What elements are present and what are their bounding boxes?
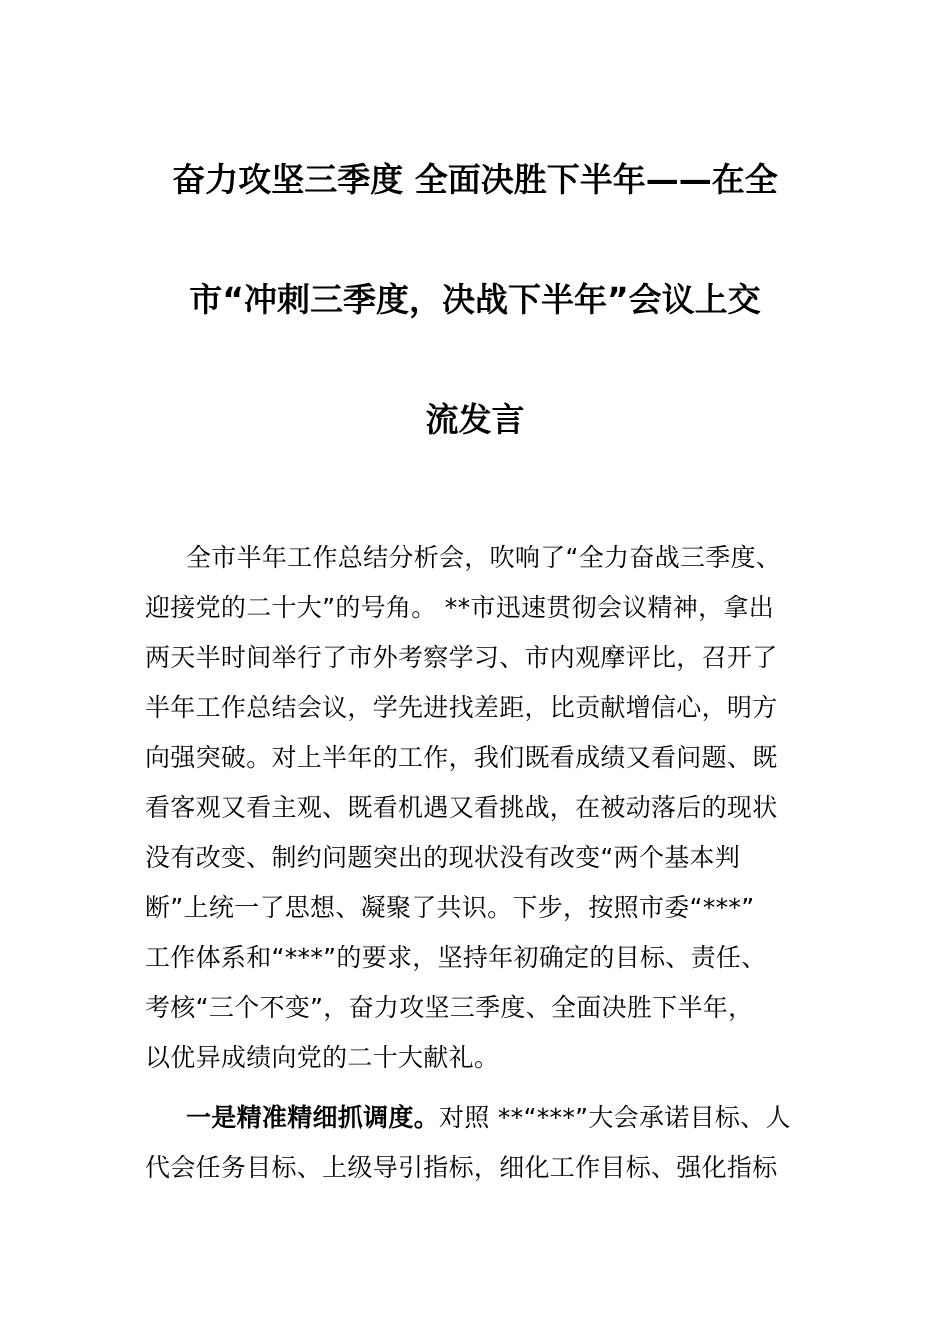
- paragraph-line: 全市半年工作总结分析会，吹响了“全力奋战三季度、: [186, 543, 782, 572]
- paragraph-line: 断”上统一了思想、凝聚了共识。下步，按照市委“***”: [145, 893, 755, 922]
- paragraph-2: [145, 1093, 810, 1193]
- title-line-3: 流发言: [425, 400, 525, 439]
- paragraph-line: 看客观又看主观、既看机遇又看挑战，在被动落后的现状: [145, 793, 778, 822]
- paragraph-line: [145, 1093, 810, 1143]
- paragraph-line: 半年工作总结会议，学先进找差距，比贡献增信心，明方: [145, 693, 778, 722]
- title-line-2: 市“冲刺三季度，决战下半年”会议上交: [189, 280, 761, 319]
- title-line-1: 奋力攻坚三季度 全面决胜下半年——在全: [172, 160, 778, 199]
- paragraph-line: 以优异成绩向党的二十大献礼。: [145, 1043, 500, 1072]
- paragraph-line: 向强突破。对上半年的工作，我们既看成绩又看问题、既: [145, 743, 778, 772]
- paragraph-line: 考核“三个不变”，奋力攻坚三季度、全面决胜下半年，: [145, 993, 754, 1022]
- paragraph-line: 工作体系和“***”的要求，坚持年初确定的目标、责任、: [145, 943, 767, 972]
- paragraph-line-text: 对照 **“***”大会承诺目标、人: [439, 1103, 791, 1132]
- paragraph-lead-heading: 一是精准精细抓调度。: [186, 1103, 440, 1132]
- paragraph-line: 两天半时间举行了市外考察学习、市内观摩评比，召开了: [145, 643, 778, 672]
- paragraph-line: 没有改变、制约问题突出的现状没有改变“两个基本判: [145, 843, 741, 872]
- paragraph-line: 代会任务目标、上级导引指标，细化工作目标、强化指标: [145, 1153, 778, 1182]
- paragraph-line: 迎接党的二十大”的号角。 **市迅速贯彻会议精神，拿出: [145, 593, 775, 622]
- paragraph-1: [145, 533, 810, 1083]
